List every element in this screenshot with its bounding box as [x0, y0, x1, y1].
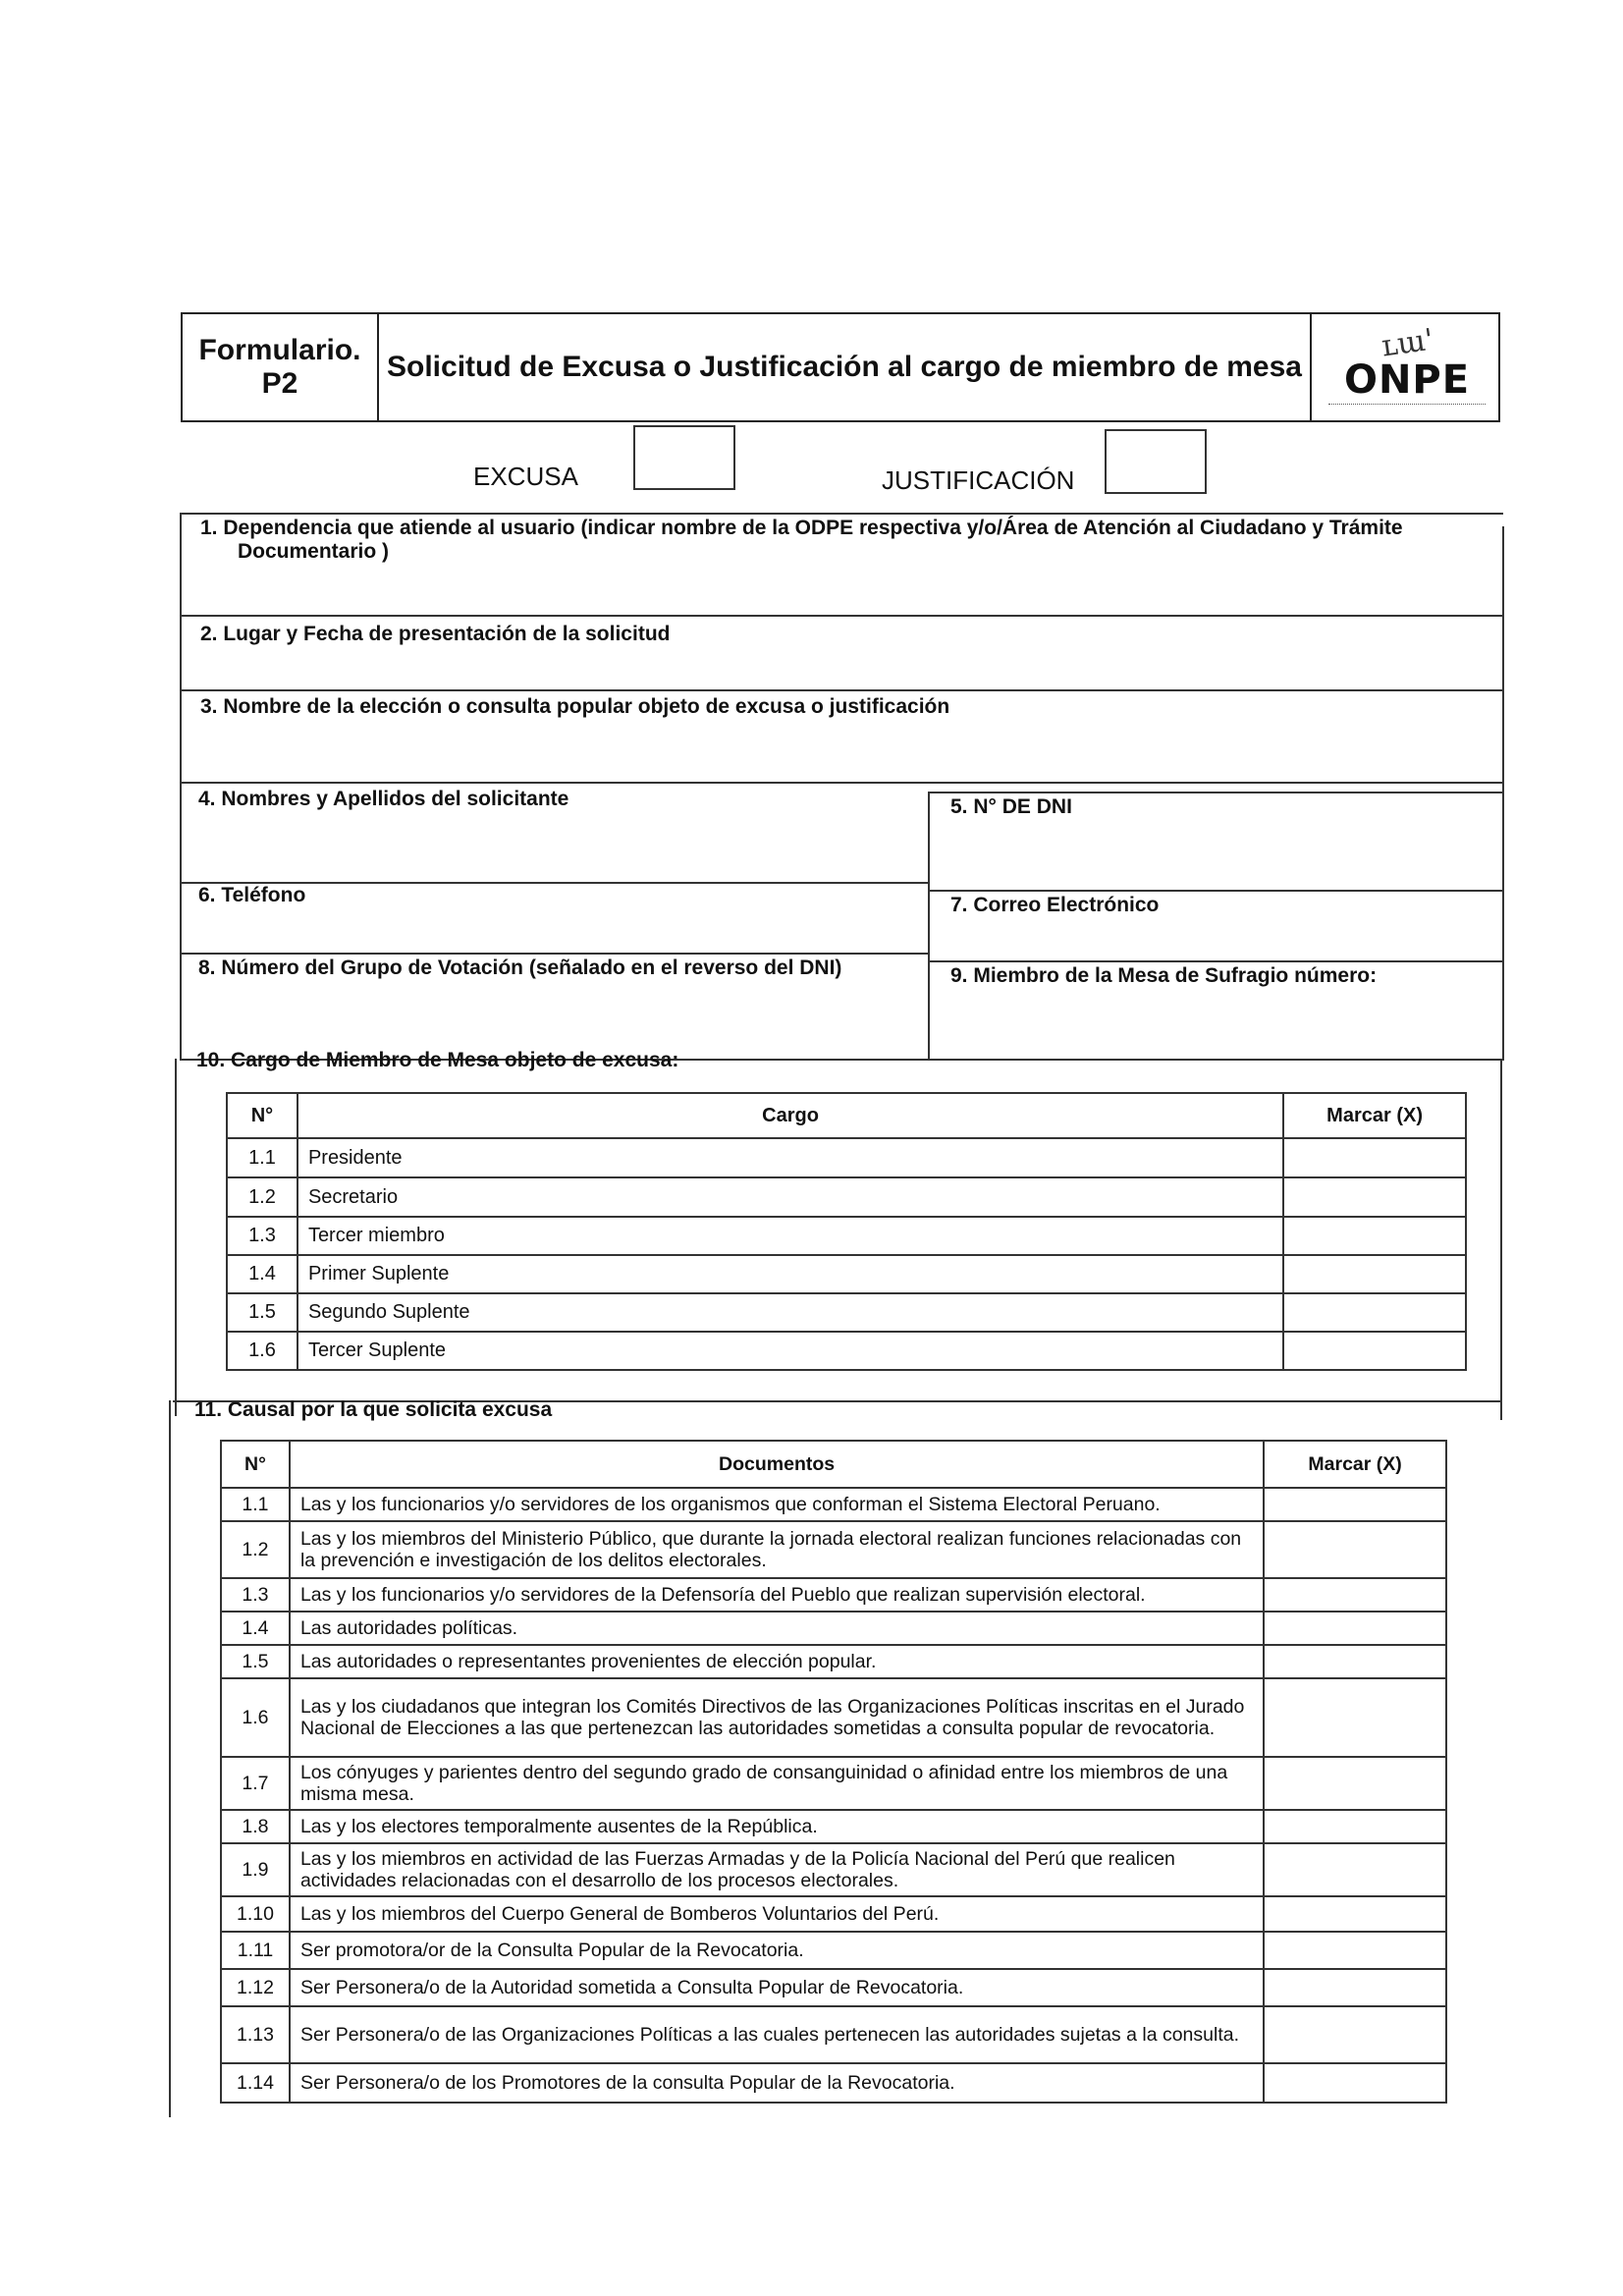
form-title: Solicitud de Excusa o Justificación al cargo de miembro de mesa — [387, 351, 1302, 383]
causal-header-num: N° — [221, 1441, 290, 1488]
table-row — [221, 2006, 1446, 2063]
table-row — [221, 1932, 1446, 1969]
separator-3 — [180, 782, 1503, 784]
row-number: 1.2 — [221, 1521, 290, 1578]
table-row — [221, 1578, 1446, 1612]
row-text: Segundo Suplente — [298, 1293, 1283, 1332]
field-2-label: 2. Lugar y Fecha de presentación de la solicitud — [200, 623, 671, 645]
row-number: 1.11 — [221, 1932, 290, 1969]
row-text: Las y los miembros del Ministerio Público, que durante la jornada electoral realizan funciones relacionadas con la prevención e investigación de los delitos electorales. — [290, 1521, 1264, 1578]
fields-left-border — [180, 513, 182, 1061]
causal-table — [220, 1440, 1447, 2104]
excusa-label: EXCUSA — [473, 462, 578, 491]
row-number: 1.3 — [221, 1578, 290, 1612]
row-number: 1.6 — [227, 1332, 298, 1370]
row-text: Las autoridades o representantes provenientes de elección popular. — [290, 1645, 1264, 1678]
mark-cell[interactable] — [1283, 1138, 1466, 1177]
row-number: 1.12 — [221, 1969, 290, 2006]
field-4-label: 4. Nombres y Apellidos del solicitante — [198, 788, 569, 810]
row-text: Las autoridades políticas. — [290, 1612, 1264, 1645]
row-number: 1.13 — [221, 2006, 290, 2063]
causal-header-item: Documentos — [290, 1441, 1264, 1488]
fields-top-border — [180, 513, 1503, 515]
mark-cell[interactable] — [1264, 1678, 1446, 1757]
row-text: Tercer miembro — [298, 1217, 1283, 1255]
table-row — [227, 1293, 1466, 1332]
table-row — [221, 1969, 1446, 2006]
row-text: Presidente — [298, 1138, 1283, 1177]
table-row — [221, 1810, 1446, 1843]
logo-cell — [1312, 314, 1502, 420]
row-number: 1.1 — [227, 1138, 298, 1177]
mark-cell[interactable] — [1264, 1488, 1446, 1521]
table-row — [221, 1896, 1446, 1932]
field-9-input-area[interactable] — [931, 992, 1500, 1057]
table-row — [221, 1843, 1446, 1896]
row-number: 1.7 — [221, 1757, 290, 1810]
field-3-input-area[interactable] — [183, 723, 1500, 780]
row-text: Las y los funcionarios y/o servidores de los organismos que conforman el Sistema Electoral Peruano. — [290, 1488, 1264, 1521]
justificacion-checkbox[interactable] — [1105, 429, 1207, 494]
table-row — [227, 1255, 1466, 1293]
separator-2 — [180, 689, 1503, 691]
cargo-section-left-border — [175, 1059, 177, 1416]
mark-cell[interactable] — [1283, 1332, 1466, 1370]
cargo-table-header — [227, 1093, 1466, 1138]
mark-cell[interactable] — [1264, 1810, 1446, 1843]
row-text: Ser promotora/or de la Consulta Popular de la Revocatoria. — [290, 1932, 1264, 1969]
form-code: P2 — [261, 367, 298, 400]
mark-cell[interactable] — [1264, 1757, 1446, 1810]
field-5-input-area[interactable] — [931, 823, 1500, 882]
table-row — [221, 1757, 1446, 1810]
row-text: Secretario — [298, 1177, 1283, 1217]
field-6-label: 6. Teléfono — [198, 884, 306, 906]
field-6-input-area[interactable] — [183, 911, 925, 951]
row-number: 1.1 — [221, 1488, 290, 1521]
mark-cell[interactable] — [1264, 1612, 1446, 1645]
separator-5-right — [928, 960, 1503, 962]
mark-cell[interactable] — [1264, 1578, 1446, 1612]
table-row — [227, 1138, 1466, 1177]
row-number: 1.5 — [227, 1293, 298, 1332]
mark-cell[interactable] — [1283, 1293, 1466, 1332]
mark-cell[interactable] — [1264, 2006, 1446, 2063]
mark-cell[interactable] — [1264, 1843, 1446, 1896]
cargo-table — [226, 1092, 1467, 1371]
table-row — [221, 2063, 1446, 2103]
table-row — [227, 1217, 1466, 1255]
causal-section-title: 11. Causal por la que solicita excusa — [194, 1398, 553, 1421]
row-text: Las y los electores temporalmente ausentes de la República. — [290, 1810, 1264, 1843]
field-1-label: 1. Dependencia que atiende al usuario (indicar nombre de la ODPE respectiva y/o/Área de Atención al Ciudadano y Trámite — [200, 517, 1403, 539]
mark-cell[interactable] — [1264, 2063, 1446, 2103]
cargo-section-title: 10. Cargo de Miembro de Mesa objeto de excusa: — [196, 1049, 679, 1071]
row-number: 1.2 — [227, 1177, 298, 1217]
row-number: 1.10 — [221, 1896, 290, 1932]
field-7-input-area[interactable] — [931, 921, 1500, 957]
mark-cell[interactable] — [1283, 1177, 1466, 1217]
field-9-label: 9. Miembro de la Mesa de Sufragio número: — [950, 964, 1378, 987]
separator-1 — [180, 615, 1503, 617]
cargo-section-right-border — [1500, 1059, 1502, 1420]
row-text: Los cónyuges y parientes dentro del segundo grado de consanguinidad o afinidad entre los miembros de una misma mesa. — [290, 1757, 1264, 1810]
field-5-top-border — [928, 792, 1503, 793]
row-number: 1.4 — [221, 1612, 290, 1645]
table-row — [221, 1521, 1446, 1578]
row-text: Primer Suplente — [298, 1255, 1283, 1293]
signature-scribble-icon: ʟɯ' — [1379, 322, 1435, 364]
row-number: 1.5 — [221, 1645, 290, 1678]
causal-header-mark: Marcar (X) — [1264, 1441, 1446, 1488]
field-8-label: 8. Número del Grupo de Votación (señalado en el reverso del DNI) — [198, 957, 842, 979]
row-text: Ser Personera/o de la Autoridad sometida a Consulta Popular de Revocatoria. — [290, 1969, 1264, 2006]
row-text: Tercer Suplente — [298, 1332, 1283, 1370]
logo-tagline-decoration — [1328, 404, 1486, 409]
row-text: Las y los ciudadanos que integran los Comités Directivos de las Organizaciones Políticas inscritas en el Jurado Nacional de Elecciones a las que pertenezcan las autoridades sometidas a consulta popular de revocatoria. — [290, 1678, 1264, 1757]
row-text: Ser Personera/o de los Promotores de la consulta Popular de la Revocatoria. — [290, 2063, 1264, 2103]
mark-cell[interactable] — [1264, 1521, 1446, 1578]
row-number: 1.4 — [227, 1255, 298, 1293]
separator-4-right — [928, 890, 1503, 892]
row-number: 1.14 — [221, 2063, 290, 2103]
field-4-input-area[interactable] — [183, 815, 925, 878]
row-text: Las y los miembros en actividad de las Fuerzas Armadas y de la Policía Nacional del Perú que realicen actividades relacionadas con el desarrollo de los procesos electorales. — [290, 1843, 1264, 1896]
field-7-label: 7. Correo Electrónico — [950, 894, 1160, 916]
separator-5-left — [180, 953, 928, 955]
form-header — [181, 312, 1500, 422]
fields-right-border — [1502, 526, 1504, 1061]
table-row — [221, 1488, 1446, 1521]
causal-section-left-border — [169, 1400, 171, 2117]
mark-cell[interactable] — [1264, 1645, 1446, 1678]
row-text: Las y los miembros del Cuerpo General de Bomberos Voluntarios del Perú. — [290, 1896, 1264, 1932]
mark-cell[interactable] — [1264, 1932, 1446, 1969]
row-text: Las y los funcionarios y/o servidores de la Defensoría del Pueblo que realizan supervisión electoral. — [290, 1578, 1264, 1612]
form-title-cell — [379, 314, 1312, 420]
field-8-input-area[interactable] — [183, 984, 925, 1057]
field-1-input-area[interactable] — [183, 568, 1500, 613]
field-3-label: 3. Nombre de la elección o consulta popular objeto de excusa o justificación — [200, 695, 950, 718]
field-2-input-area[interactable] — [183, 650, 1500, 687]
table-row — [221, 1645, 1446, 1678]
excusa-checkbox[interactable] — [633, 425, 735, 490]
row-number: 1.3 — [227, 1217, 298, 1255]
table-row — [227, 1177, 1466, 1217]
onpe-logo: ONPE — [1343, 357, 1471, 403]
row-number: 1.6 — [221, 1678, 290, 1757]
fields-middle-divider — [928, 792, 930, 1061]
row-number: 1.8 — [221, 1810, 290, 1843]
cargo-header-item: Cargo — [298, 1093, 1283, 1138]
justificacion-label: JUSTIFICACIÓN — [882, 465, 1075, 495]
causal-table-header — [221, 1441, 1446, 1488]
row-number: 1.9 — [221, 1843, 290, 1896]
mark-cell[interactable] — [1264, 1969, 1446, 2006]
mark-cell[interactable] — [1283, 1255, 1466, 1293]
cargo-header-mark: Marcar (X) — [1283, 1093, 1466, 1138]
mark-cell[interactable] — [1264, 1896, 1446, 1932]
row-text: Ser Personera/o de las Organizaciones Políticas a las cuales pertenecen las autoridades sujetas a la consulta. — [290, 2006, 1264, 2063]
field-1-label-cont: Documentario ) — [238, 540, 390, 563]
form-label: Formulario. — [198, 334, 361, 366]
field-5-label: 5. N° DE DNI — [950, 795, 1072, 818]
table-row — [221, 1678, 1446, 1757]
table-row — [227, 1332, 1466, 1370]
mark-cell[interactable] — [1283, 1217, 1466, 1255]
cargo-header-num: N° — [227, 1093, 298, 1138]
form-code-cell — [183, 314, 379, 420]
table-row — [221, 1612, 1446, 1645]
